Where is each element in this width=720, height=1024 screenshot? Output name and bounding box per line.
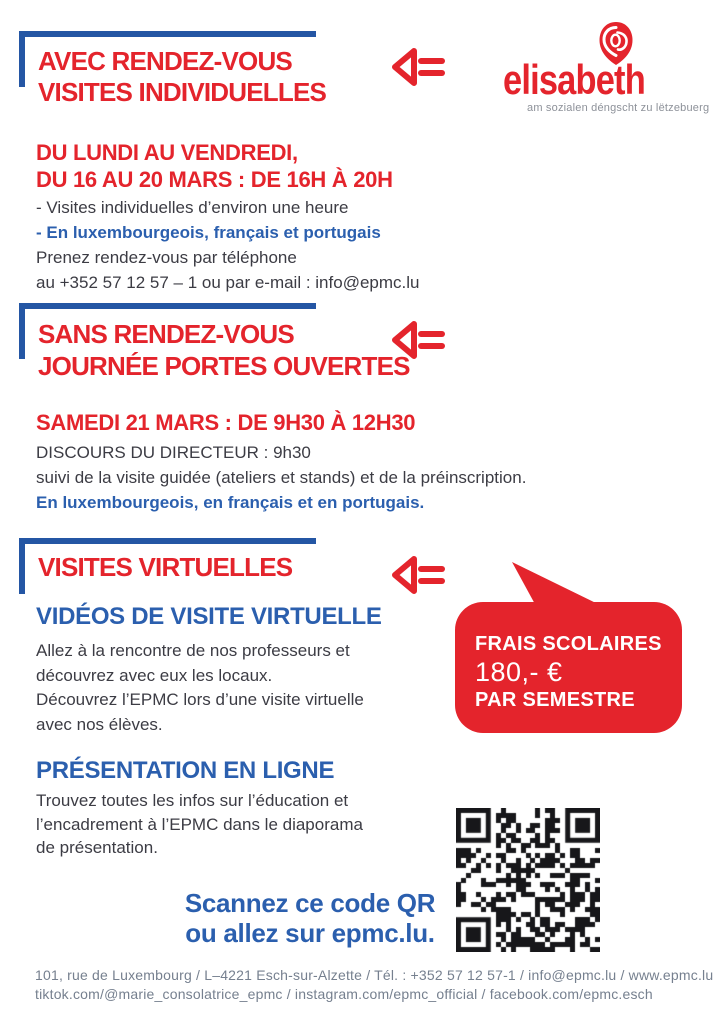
qr-caption: [170, 889, 450, 948]
body-line: découvrez avec eux les locaux.: [36, 665, 273, 685]
elisabeth-logo: [500, 18, 710, 123]
body-line: DISCOURS DU DIRECTEUR : 9h30: [36, 443, 311, 462]
section-body-sans-rdv: [36, 440, 526, 515]
body-line: Trouvez toutes les infos sur l’éducation et: [36, 791, 349, 810]
body-line: avec nos élèves.: [36, 714, 163, 734]
schedule-line: DU LUNDI AU VENDREDI,: [36, 140, 298, 165]
title-line: VISITES VIRTUELLES: [38, 552, 293, 582]
body-line: Découvrez l’EPMC lors d’une visite virtuelle: [36, 690, 364, 709]
speech-bubble-tail: [498, 562, 608, 606]
left-arrow-icon: [390, 47, 448, 87]
body-line: de présentation.: [36, 838, 158, 857]
fees-label: FRAIS SCOLAIRES: [475, 633, 662, 655]
section-body-avec-rdv: [36, 195, 419, 295]
schedule-heading-individuelles: [36, 139, 393, 193]
languages-line: - En luxembourgeois, français et portugais: [36, 223, 381, 242]
body-line: l’encadrement à l’EPMC dans le diaporama: [36, 814, 363, 834]
logo-tagline: am sozialen déngscht zu lëtzebuerg: [527, 102, 710, 114]
section-title-avec-rendez-vous: [38, 46, 326, 108]
schedule-line: SAMEDI 21 MARS : DE 9H30 À 12H30: [36, 410, 416, 435]
footer: [35, 966, 713, 1003]
contact-line: au +352 57 12 57 – 1 ou par e-mail : info@epmc.lu: [36, 273, 420, 292]
fees-speech-bubble: [455, 602, 682, 733]
languages-line: En luxembourgeois, en français et en portugais.: [36, 493, 425, 512]
fees-period: PAR SEMESTRE: [475, 689, 635, 711]
body-line: - Visites individuelles d’environ une heure: [36, 198, 349, 217]
section-title-sans-rendez-vous: [38, 318, 410, 382]
left-arrow-icon: [390, 320, 448, 360]
qr-caption-line: ou allez sur epmc.lu.: [185, 917, 435, 948]
left-arrow-icon: [390, 555, 448, 595]
qr-code: [456, 808, 600, 952]
body-line: suivi de la visite guidée (ateliers et stands) et de la préinscription.: [36, 468, 527, 487]
subsection-heading-presentation: PRÉSENTATION EN LIGNE: [36, 757, 335, 784]
title-line: SANS RENDEZ-VOUS: [38, 319, 294, 349]
footer-address-line: 101, rue de Luxembourg / L–4221 Esch-sur-Alzette / Tél. : +352 57 12 57-1 / info@epmc.lu / www.epmc.lu: [35, 967, 714, 983]
schedule-line: DU 16 AU 20 MARS : DE 16H À 20H: [36, 167, 393, 192]
title-line: VISITES INDIVIDUELLES: [38, 77, 327, 107]
footer-social-line: tiktok.com/@marie_consolatrice_epmc / instagram.com/epmc_official / facebook.com/epmc.esch: [35, 985, 653, 1002]
title-line: AVEC RENDEZ-VOUS: [38, 46, 292, 76]
section-title-visites-virtuelles: [38, 552, 292, 583]
logo-wordmark: elisabeth: [503, 56, 645, 103]
body-line: Prenez rendez-vous par téléphone: [36, 248, 297, 267]
body-line: Allez à la rencontre de nos professeurs et: [36, 641, 350, 660]
schedule-heading-portes-ouvertes: [36, 409, 415, 436]
subsection-body-presentation: [36, 789, 363, 860]
subsection-body-videos: [36, 639, 364, 737]
fees-amount: 180,- €: [475, 657, 563, 687]
subsection-heading-videos: VIDÉOS DE VISITE VIRTUELLE: [36, 603, 382, 630]
title-line: JOURNÉE PORTES OUVERTES: [38, 351, 410, 381]
qr-caption-line: Scannez ce code QR: [184, 888, 436, 918]
